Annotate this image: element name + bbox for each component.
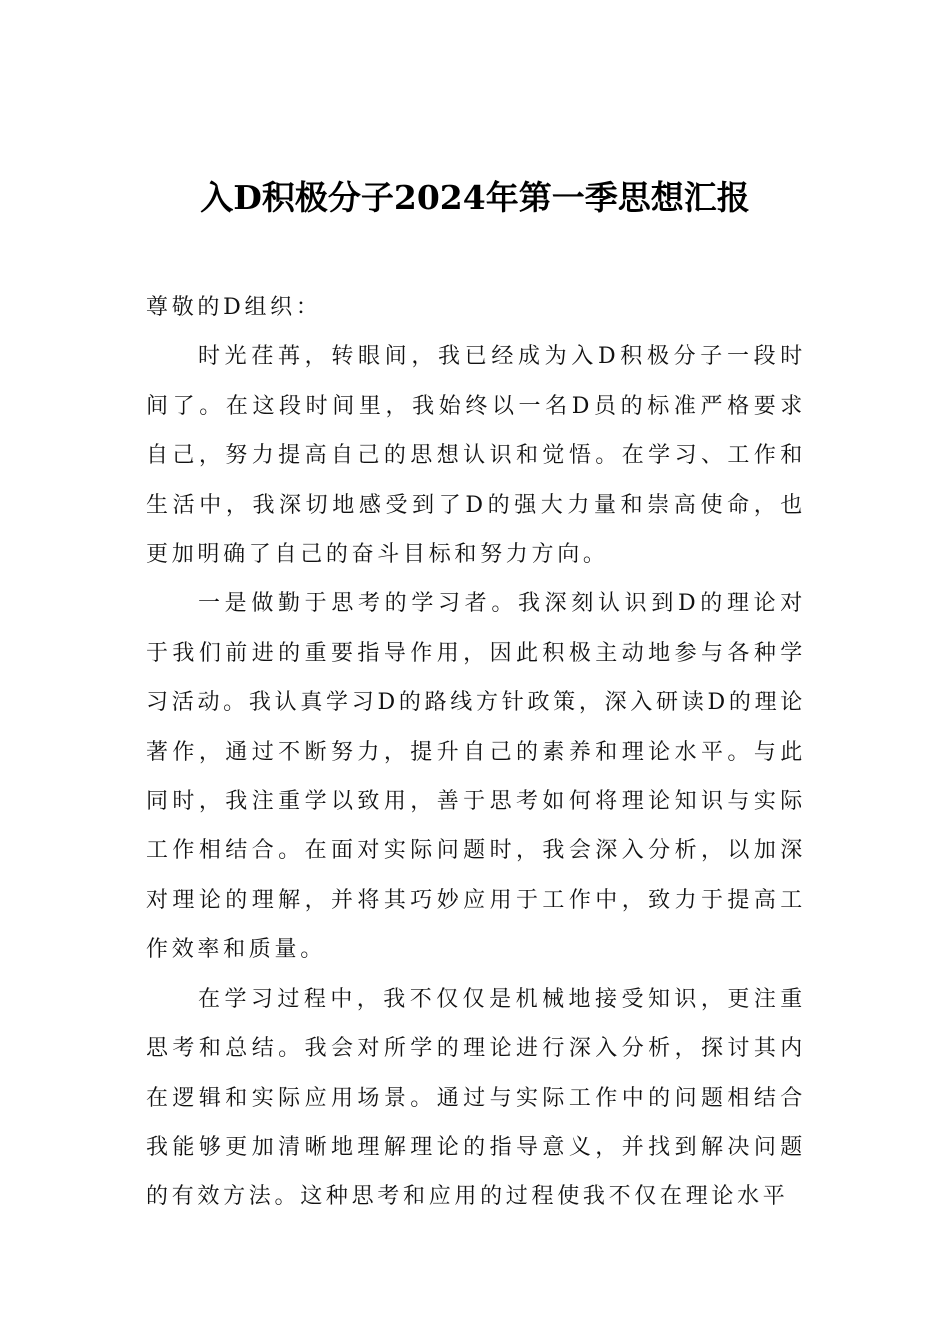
paragraph-learner: 一是做勤于思考的学习者。我深刻认识到D的理论对于我们前进的重要指导作用，因此积极主动地参与各种学习活动。我认真学习D的路线方针政策，深入研读D的理论著作，通过不断努力，提升自己的素养和理论水平。与此同时，我注重学以致用，善于思考如何将理论知识与实际工作相结合。在面对实际问题时，我会深入分析，以加深对理论的理解，并将其巧妙应用于工作中，致力于提高工作效率和质量。 [146,591,806,963]
salutation: 尊敬的D组织： [146,295,322,320]
paragraph-intro: 时光荏苒，转眼间，我已经成为入D积极分子一段时间了。在这段时间里，我始终以一名D员的标准严格要求自己，努力提高自己的思想认识和觉悟。在学习、工作和生活中，我深切地感受到了D的强大力量和崇高使命，也更加明确了自己的奋斗目标和努力方向。 [146,344,806,568]
paragraph-thinking: 在学习过程中，我不仅仅是机械地接受知识，更注重思考和总结。我会对所学的理论进行深入分析，探讨其内在逻辑和实际应用场景。通过与实际工作中的问题相结合我能够更加清晰地理解理论的指导意义，并找到解决问题的有效方法。这种思考和应用的过程使我不仅在理论水平 [146,986,806,1210]
document-title: 入D积极分子2024年第一季思想汇报 [200,178,750,217]
document-body [146,283,806,1222]
